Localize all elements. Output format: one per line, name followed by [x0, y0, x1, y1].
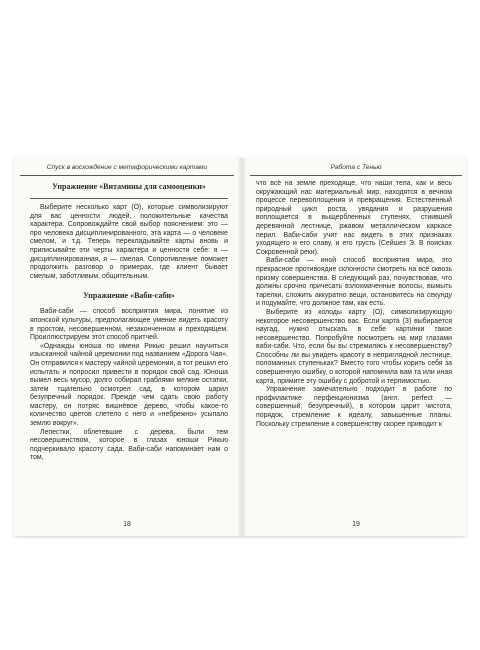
right-head-rule	[250, 175, 462, 176]
left-running-head: Спуск в восхождение с метафорическими картами	[46, 164, 208, 171]
section-title-vitamins: Упражнение «Витамины для самооценки»	[52, 182, 206, 191]
paragraph: Выберите несколько карт (О), которые символизируют для вас ценности людей, положительные качества характера. Сопровождайте свой выбор пояснением: это — про человека дисциплинированного, эта карта — о человеке смелом, и т.д. Теперь перекладывайте карты вновь и приписывайте эти черты характера и ценности себе: я — дисциплинированная, я — смелая. Сопротивление поможет продолжить разговор о примерах, где клиент бывает смелым, заботливым, общительным.	[30, 204, 228, 280]
left-page	[20, 158, 234, 536]
paragraph: Ваби-саби — способ восприятия мира, понятие из японской культуры, предполагающее умение видеть красоту в простом, несовершенном, незаконченном и преходящем. Проиллюстрируем этот способ притчей.	[30, 308, 228, 342]
left-head-rule	[20, 175, 234, 176]
right-page-number: 19	[352, 521, 360, 528]
paragraph: Лепестки, облетевшие с дерева, были тем несовершенством, которое в глазах юноши Рикью подчеркивало красоту сада. Ваби-саби напоминает нам о том,	[30, 428, 228, 462]
left-page-number: 18	[123, 521, 131, 528]
paragraph: «Однажды юноша по имени Рикью решил научиться изысканной чайной церемонии под названием «Дорога Чая». Он отправился к мастеру чайной церемонии, а тот решил его испытать и попросил привести в порядок свой сад. Юноша вымел весь мусор, долго собирал граблями мелкие остатки, затем тщательно осмотрел сад, в котором царил безупречный порядок. Прежде чем сдать свою работу мастеру, он потряс вишнёвое дерево, чтобы какое-то количество цветов слетело с него и «небрежно» усыпало землю вокруг».	[30, 342, 228, 428]
book-spread	[14, 158, 466, 536]
section-title-rule	[30, 198, 228, 199]
paragraph: Ваби-саби — иной способ восприятия мира, это прекрасное противоядие склонности смотреть на всё сквозь призму совершенства. В следующий раз, почувствовав, что должны срочно причесать взлохмаченные волосы, вымыть тарелки, сложить аккуратно вещи, остановитесь на секунду и подумайте, что должное там, как есть.	[256, 257, 452, 308]
right-page-content	[256, 180, 452, 429]
paragraph: Выберите из колоды карту (О), символизирующую некоторое несовершенство вас. Если карта (З) выбирается наугад, нужно отыскать в себе картинки такое несовершенство. Попробуйте посмотреть на мир глазами ваби-саби. Что, если бы вы стремились к несовершенству? Способны ли вы увидеть красоту в неприглядной лестнице, поломанных ступеньках? Вместо того чтобы корить себя за совершенную ошибку, о которой напомнила вам та или иная карта, примите эту ошибку с добротой и терпимостью.	[256, 308, 452, 385]
paragraph: что всё на земле преходяще, что наши тела, как и весь окружающий нас материальный мир, находятся в вечном процессе перевоплощения и превращения. Естественный природный цикл роста, увядания и разрушения воплощается в выщербленных ступенях, стиившей деревянной лестнице, ржавом металлическом каркасе перил. Ваби-саби учит нас видеть в этих признаках уходящего и его славу, и его грусть (Сейшез Э. В поисках Сокровенной реки).	[256, 180, 452, 256]
left-page-content	[30, 180, 228, 463]
right-page	[250, 158, 462, 536]
section-title-wabi-sabi: Упражнение «Ваби-саби»	[83, 291, 175, 301]
book-gutter	[237, 158, 247, 536]
right-running-head: Работа с Тенью	[330, 164, 382, 171]
paragraph: Упражнение замечательно подходит в работе по профилактике перфекционизма (англ. perfect — совершенный, безупречный), в котором царит чистота, порядок, стремление к идеалу, завышенные планы. Поскольку стремление к совершенству скорее приводит к	[256, 386, 452, 428]
